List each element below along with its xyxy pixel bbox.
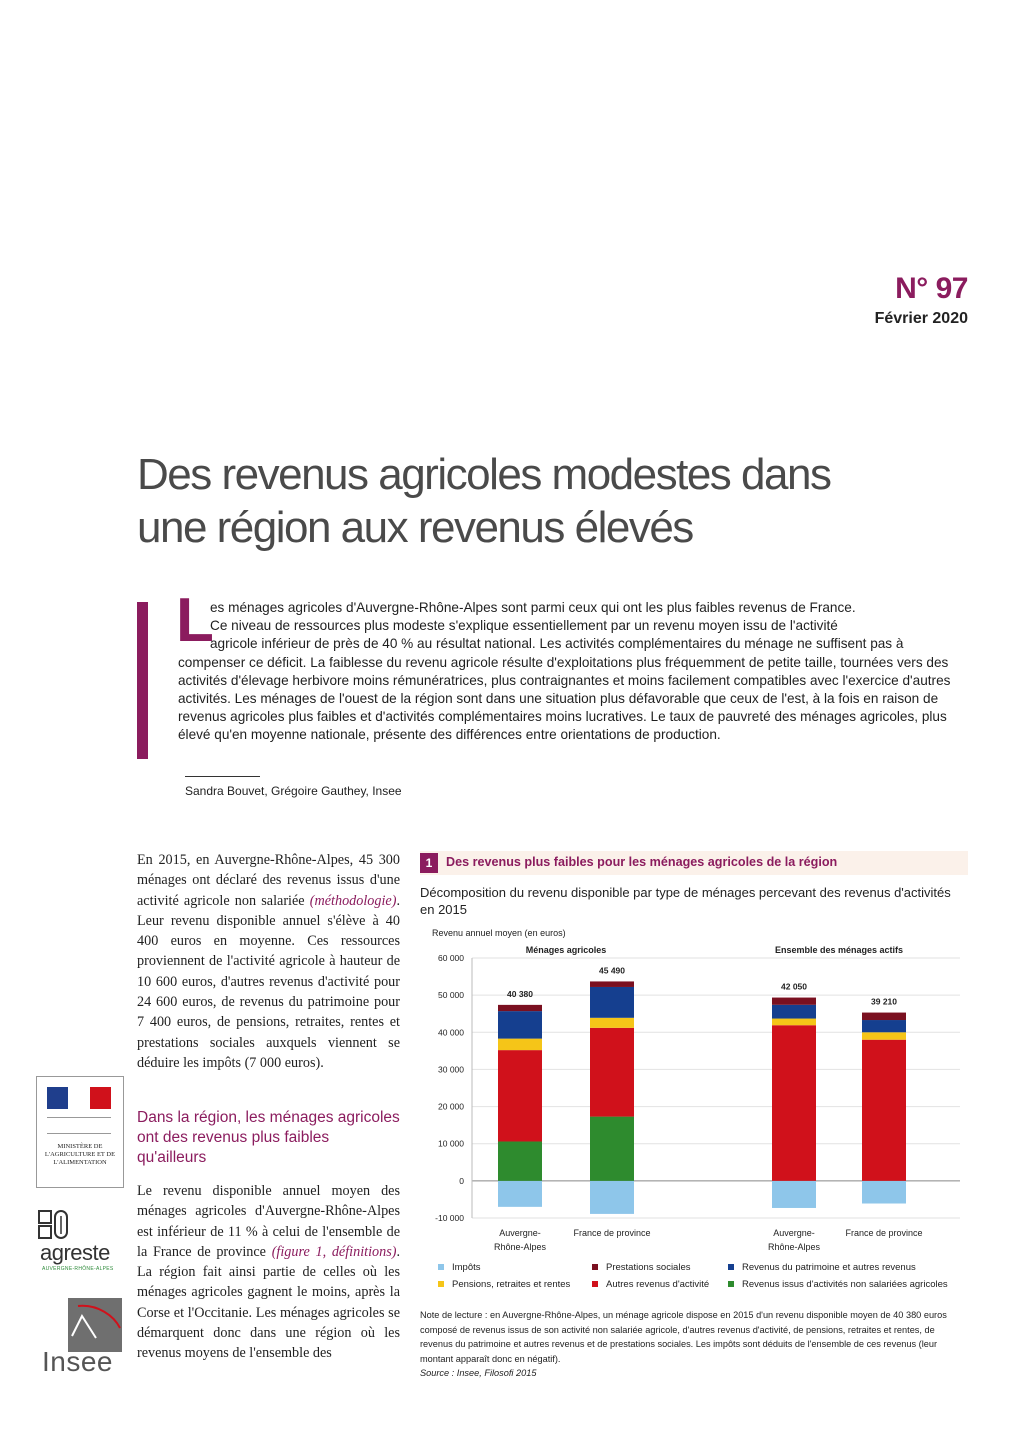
figure-notes: [420, 1308, 960, 1381]
title-line-1: Des revenus agricoles modestes dans: [137, 450, 831, 499]
bar-segment: [772, 1005, 816, 1019]
bar-total-label: 40 380: [507, 988, 533, 999]
body-text: Le revenu disponible annuel moyen des ménages agricoles d'Auvergne-Rhône-Alpes est inférieur de 11 % à celui de l'ensemble de la France de province: [137, 1183, 400, 1260]
agreste-region: AUVERGNE-RHÔNE-ALPES: [42, 1266, 114, 1272]
lead-rest: pas à compenser ce déficit. La faiblesse du revenu agricole résulte d'exploitations plus fréquemment de petite taille, tournées vers des activités d'élevage herbivore moins rémunératrices, plus contraignantes et moins facilement compatibles avec l'exercice d'autres activités. Les ménages de l'ouest de la région sont dans une situation plus défavorable que ceux de l'est, à la fois en raison de revenus agricoles plus faibles et d'activités complémentaires moins lucratives. Le taux de pauvreté des ménages agricoles, plus élevé qu'en moyenne nationale, présente des différences entre orientations de production.: [178, 636, 951, 743]
y-tick-label: 40 000: [438, 1027, 464, 1038]
bar-segment: [590, 1018, 634, 1028]
bar-segment: [498, 1011, 542, 1038]
ministere-label: MINISTÈRE DE L'AGRICULTURE ET DE L'ALIMENTATION: [44, 1143, 116, 1166]
bar-segment: [862, 1013, 906, 1020]
y-tick-label: 60 000: [438, 953, 464, 963]
bar-segment: [772, 1019, 816, 1026]
legend-swatch: [592, 1281, 598, 1287]
agreste-wordmark: agreste: [40, 1240, 110, 1265]
issue-block: [875, 272, 968, 328]
group-label: Ensemble des ménages actifs: [774, 945, 904, 955]
revenue-stacked-bar-chart: [420, 924, 968, 1260]
legend-item: [438, 1279, 570, 1290]
bar-segment: [772, 998, 816, 1005]
bar-segment: [590, 987, 634, 1018]
insee-emblem-icon: [68, 1298, 122, 1352]
figure-link[interactable]: (figure 1, définitions): [271, 1243, 397, 1260]
x-tick-label: Auvergne-: [499, 1228, 541, 1238]
legend-label: Prestations sociales: [606, 1262, 691, 1273]
figure-header: [420, 851, 968, 875]
ministere-logo: [36, 1076, 124, 1188]
lead-line-2: Ce niveau de ressources plus modeste s'explique essentiellement par un revenu moyen issu de l'activité: [210, 618, 838, 634]
bar-segment: [862, 1032, 906, 1039]
bar-segment: [862, 1181, 906, 1204]
reading-note: Note de lecture : en Auvergne-Rhône-Alpes, un ménage agricole dispose en 2015 d'un revenu disponible moyen de 40 380 euros composé de revenus issus de son activité non salariée agricole, d'autres revenus d'activité, de pensions, retraites et rentes, de revenus du patrimoine et autres revenus et de prestations sociales. Les impôts sont déduits de l'ensemble de ces revenus (leur montant apparaît donc en négatif).: [420, 1310, 947, 1364]
legend-item: [592, 1279, 709, 1290]
legend-label: Revenus issus d'activités non salariées agricoles: [742, 1279, 948, 1290]
legend-item: [728, 1262, 916, 1273]
legend-item: [592, 1262, 690, 1273]
x-tick-label: France de province: [573, 1228, 651, 1238]
methodologie-link[interactable]: (méthodologie): [309, 892, 397, 909]
bar-segment: [590, 1181, 634, 1214]
legend-swatch: [592, 1264, 598, 1270]
body-text: En 2015, en Auvergne-Rhône-Alpes, 45 300 ménages ont déclaré des revenus issus d'une activité agricole non salariée: [137, 852, 400, 909]
bar-segment: [590, 1117, 634, 1181]
x-tick-label: Rhône-Alpes: [493, 1242, 547, 1252]
x-tick-label: Auvergne-: [773, 1228, 815, 1238]
bar-segment: [498, 1141, 542, 1180]
section-subhead: Dans la région, les ménages agricoles ont des revenus plus faibles qu'ailleurs: [137, 1109, 400, 1166]
bar-segment: [590, 981, 634, 987]
french-flag-icon: [47, 1087, 111, 1109]
author-divider: [185, 776, 260, 777]
x-tick-label: France de province: [845, 1228, 923, 1238]
body-paragraph-2: [137, 1181, 400, 1364]
y-tick-label: 20 000: [438, 1101, 464, 1112]
agreste-emblem-icon: [38, 1210, 88, 1240]
body-paragraph-1: [137, 850, 400, 1073]
lead-line-1: es ménages agricoles d'Auvergne-Rhône-Alpes sont parmi ceux qui ont les plus faibles revenus de France.: [210, 600, 856, 615]
figure-subtitle: Décomposition du revenu disponible par type de ménages percevant des revenus d'activités en 2015: [420, 885, 951, 917]
page-title: [137, 448, 837, 554]
y-axis-label: Revenu annuel moyen (en euros): [432, 928, 566, 938]
bar-segment: [772, 1025, 816, 1181]
y-tick-label: 50 000: [438, 990, 464, 1001]
bar-segment: [590, 1028, 634, 1117]
bar-segment: [862, 1020, 906, 1032]
legend-swatch: [438, 1281, 444, 1287]
legend-label: Autres revenus d'activité: [606, 1279, 710, 1290]
insee-logo: [40, 1298, 126, 1382]
bar-segment: [498, 1181, 542, 1207]
bar-total-label: 45 490: [599, 965, 625, 976]
legend-swatch: [728, 1264, 734, 1270]
agreste-logo: [38, 1210, 124, 1274]
title-line-2: une région aux revenus élevés: [137, 503, 693, 552]
figure-number: 1: [420, 853, 438, 873]
bar-segment: [498, 1005, 542, 1011]
body-text: . Leur revenu disponible annuel s'élève à 40 400 euros en moyenne. Ces ressources proviennent de l'activité agricole à hauteur de 10 600 euros, d'autres revenus d'activité pour 24 600 euros, de revenus du patrimoine pour 7 400 euros, de pensions, retraites, rentes et prestations sociales auxquels viennent se déduire les impôts (7 000 euros).: [137, 892, 400, 1071]
issue-number: N° 97: [895, 272, 968, 305]
legend-label: Impôts: [452, 1262, 481, 1273]
bar-segment: [498, 1050, 542, 1141]
legend-item: [438, 1262, 481, 1273]
figure-source: Source : Insee, Filosofi 2015: [420, 1368, 537, 1379]
y-tick-label: -10 000: [435, 1213, 464, 1223]
lead-line-3: agricole inférieur de près de 40 % au résultat national. Les activités complémentaires du ménage ne suffisent: [210, 636, 867, 652]
author-line: Sandra Bouvet, Grégoire Gauthey, Insee: [185, 784, 402, 798]
legend-label: Pensions, retraites et rentes: [452, 1279, 571, 1290]
y-tick-label: 0: [459, 1175, 464, 1186]
insee-wordmark: Insee: [42, 1346, 113, 1377]
issue-date: Février 2020: [874, 310, 968, 327]
body-text: . La région fait ainsi partie de celles où les ménages agricoles gagnent le moins, après la Corse et l'Occitanie. Les ménages agricoles se démarquent donc dans une région où les revenus moyens de l'ensemble des: [137, 1243, 400, 1362]
lead-accent-bar: [137, 602, 148, 759]
legend-swatch: [728, 1281, 734, 1287]
bar-segment: [498, 1039, 542, 1051]
bar-total-label: 39 210: [871, 996, 897, 1007]
y-tick-label: 30 000: [438, 1064, 464, 1075]
legend-item: [728, 1279, 948, 1290]
lead-dropcap: L: [176, 586, 214, 655]
bar-total-label: 42 050: [781, 981, 807, 992]
legend-label: Revenus du patrimoine et autres revenus: [742, 1262, 916, 1273]
bar-segment: [862, 1040, 906, 1181]
figure-title: Des revenus plus faibles pour les ménages agricoles de la région: [446, 855, 838, 869]
legend-swatch: [438, 1264, 444, 1270]
lead-paragraph: [178, 599, 963, 745]
bar-segment: [772, 1181, 816, 1208]
x-tick-label: Rhône-Alpes: [767, 1242, 821, 1252]
y-tick-label: 10 000: [438, 1138, 464, 1149]
group-label: Ménages agricoles: [525, 945, 607, 955]
